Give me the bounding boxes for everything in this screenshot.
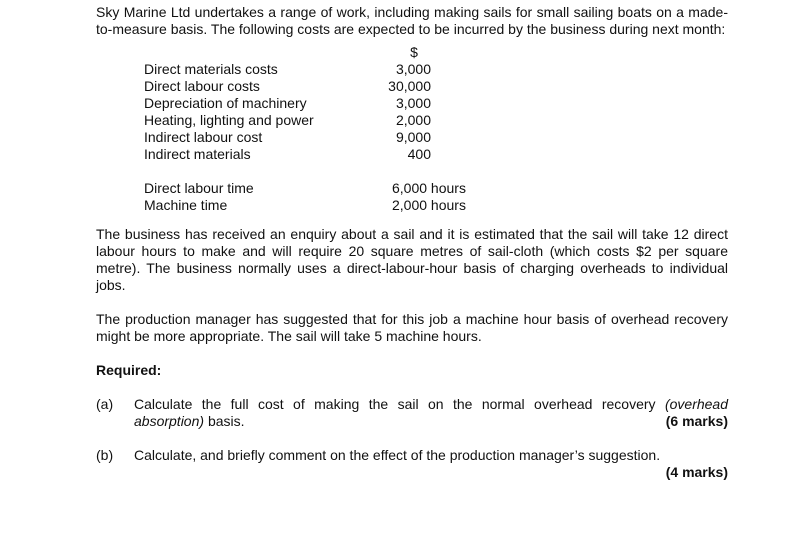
question-b: [96, 447, 728, 481]
question-label: (b): [96, 447, 114, 463]
time-label: Direct labour time: [144, 180, 254, 196]
cost-label: Indirect labour cost: [144, 129, 263, 145]
time-label: Machine time: [144, 197, 228, 213]
question-marks: (6 marks): [665, 413, 728, 429]
cost-amount: 9,000: [395, 129, 431, 145]
document: [96, 4, 728, 481]
time-value: 6,000 hours: [392, 180, 466, 196]
enquiry-paragraph: The business has received an enquiry about a sail and it is estimated that the sail will take 12 direct labour hours to make and will require 20 square metres of sail-cloth (which costs $2 per square metre). The business normally uses a direct-labour-hour basis of charging overheads to individual jobs.: [96, 226, 728, 293]
time-row: [144, 180, 544, 197]
cost-table: [144, 44, 728, 220]
cost-label: Heating, lighting and power: [144, 112, 314, 128]
cost-amount: 3,000: [395, 95, 431, 111]
cost-row: [144, 112, 544, 129]
cost-row: [144, 78, 544, 95]
question-text: Calculate the full cost of making the sail on the normal overhead recovery (overhead absorption) basis. (6 marks): [134, 396, 728, 429]
cost-label: Direct labour costs: [144, 78, 260, 94]
cost-row: [144, 146, 544, 163]
question-a: [96, 396, 728, 430]
suggestion-paragraph: The production manager has suggested that for this job a machine hour basis of overhead recovery might be more appropriate. The sail will take 5 machine hours.: [96, 311, 728, 344]
time-row: [144, 197, 544, 214]
currency-header: $: [410, 44, 418, 60]
cost-amount: 3,000: [395, 61, 431, 77]
cost-amount: 30,000: [388, 78, 431, 94]
cost-label: Depreciation of machinery: [144, 95, 307, 111]
required-heading: Required:: [96, 362, 162, 378]
question-marks: (4 marks): [665, 464, 728, 480]
cost-amount: 2,000: [395, 112, 431, 128]
cost-row: [144, 61, 544, 78]
cost-amount: 400: [407, 146, 431, 162]
cost-row: [144, 95, 544, 112]
cost-label: Indirect materials: [144, 146, 251, 162]
question-label: (a): [96, 396, 114, 412]
cost-row: [144, 129, 544, 146]
time-value: 2,000 hours: [392, 197, 466, 213]
cost-label: Direct materials costs: [144, 61, 278, 77]
intro-paragraph: Sky Marine Ltd undertakes a range of work, including making sails for small sailing boats on a made-to-measure basis. The following costs are expected to be incurred by the business during next month:: [96, 4, 728, 37]
question-text: Calculate, and briefly comment on the effect of the production manager’s suggestion.: [134, 447, 661, 463]
